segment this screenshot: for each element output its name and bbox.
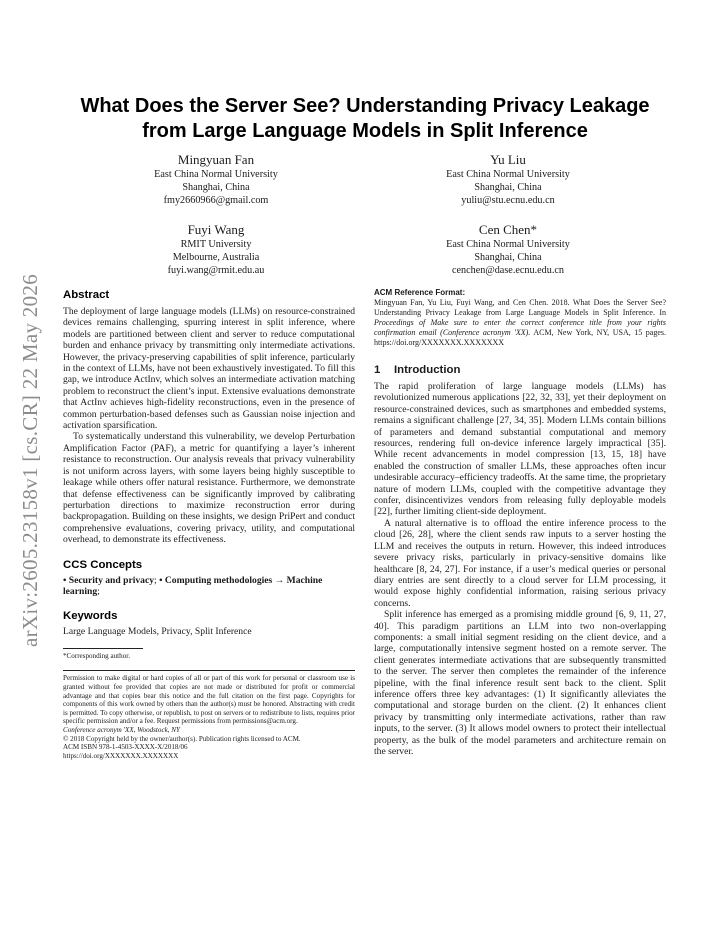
author-block-3 [66, 222, 366, 277]
corresponding-footnote: *Corresponding author. [63, 651, 130, 660]
keywords-text: Large Language Models, Privacy, Split Inference [63, 626, 252, 638]
abstract-paragraph-2: To systematically understand this vulnerability, we develop Perturbation Amplification Factor (PAF), a metric for quantifying a layer’s inherent resistance to reconstruction. Our analysis reveals that privacy vulnerability is not uniform across layers, with some layers being highly susceptible to leakage while others offer natural resistance. Furthermore, we demonstrate that defense effectiveness can be significantly improved by calibrating perturbation directions to maximize reconstruction error during backpropagation. Building on these insights, we design PriPert and conduct comprehensive evaluations, covering privacy, utility, and computational overhead, to demonstrate its effectiveness. [63, 431, 355, 546]
copyright-line: © 2018 Copyright held by the owner/author(s). Publication rights licensed to ACM. [63, 734, 301, 743]
abstract-heading: Abstract [63, 289, 110, 301]
author-block-1 [66, 152, 366, 207]
conference-line: Conference acronym 'XX, Woodstock, NY [63, 725, 180, 734]
arxiv-side-stamp [14, 240, 48, 680]
author-location: Shanghai, China [474, 182, 542, 193]
ccs-concept-1: • Security and privacy [63, 574, 155, 586]
author-email[interactable]: cenchen@dase.ecnu.edu.cn [451, 265, 565, 276]
keywords-heading: Keywords [63, 610, 118, 623]
right-column [374, 288, 666, 757]
author-name: Fuyi Wang [187, 222, 245, 237]
permission-divider [63, 670, 355, 671]
ccs-concept-2: • Computing methodologies → Machine learning [63, 574, 323, 597]
footnote-divider [63, 648, 143, 649]
ccs-concepts: • Security and privacy; • Computing methodologies → Machine learning; [63, 574, 323, 597]
author-email[interactable]: yuliu@stu.ecnu.edu.cn [461, 195, 555, 206]
author-location: Melbourne, Australia [172, 252, 260, 263]
author-name: Mingyuan Fan [177, 152, 255, 167]
intro-paragraph-1: The rapid proliferation of large language models (LLMs) has revolutionized numerous applications [22, 32, 33], yet their deployment on resource-constrained devices, such as smartphones and embedded systems, remains a significant challenge [27, 34, 35]. Modern LLMs contain billions of parameters and demand substantial computational and memory resources, rendering full on-device inference largely impractical [35]. While recent advancements in model compression [13, 15, 18] have enabled the construction of smaller LLMs, these approaches often incur undesirable accuracy–efficiency tradeoffs. At the same time, the proprietary nature of modern LLMs, coupled with the competitive advantage they confer, disincentivizes vendors from releasing fully deployable models [22], further limiting client-side deployment. [374, 381, 666, 518]
section-number: 1 [374, 364, 381, 376]
author-affiliation: East China Normal University [154, 169, 278, 180]
doi-line[interactable]: https://doi.org/XXXXXXX.XXXXXXX [63, 751, 179, 760]
author-email[interactable]: fmy2660966@gmail.com [163, 195, 269, 206]
isbn-line: ACM ISBN 978-1-4503-XXXX-X/2018/06 [63, 743, 188, 752]
arxiv-id: arXiv:2605.23158v1 [cs.CR] 22 May 2026 [18, 273, 43, 647]
author-affiliation: RMIT University [180, 239, 252, 250]
author-block-2 [358, 152, 658, 207]
paper-title: What Does the Server See? Understanding Privacy Leakage from Large Language Models in Split Inference [80, 95, 650, 142]
section-title: Introduction [394, 364, 461, 376]
intro-paragraph-3: Split inference has emerged as a promising middle ground [6, 9, 11, 27, 40]. This paradigm partitions an LLM into two non-overlapping components: a small initial segment residing on the client device, and a large, computationally intensive segment hosted on a remote server. The client generates intermediate activations that are subsequently transmitted to the server. The server then completes the remainder of the inference pipeline, with the final inference result sent back to the client. Split inference offers three key advantages: (1) It significantly alleviates the computational and storage burden on the client. (2) It enhances client privacy by transmitting only intermediate activations, rather than raw inputs, to the server. (3) It allows model owners to protect their intellectual property, as the bulk of the model parameters and architecture remain on the server. [374, 609, 666, 757]
acm-reference-heading: ACM Reference Format: [374, 288, 466, 297]
author-name: Cen Chen* [478, 222, 538, 237]
author-location: Shanghai, China [474, 252, 542, 263]
intro-paragraph-2: A natural alternative is to offload the entire inference process to the cloud [26, 28], where the client sends raw inputs to a server hosting the LLM and receives the outputs in return. However, this indeed introduces severe privacy risks, particularly in privacy-sensitive domains like healthcare [8, 24, 27]. For instance, if a user’s medical queries or personal diary entries are sent directly to a cloud server for LLM processing, it would expose highly confidential information, raising serious privacy concerns. [374, 517, 666, 609]
author-email[interactable]: fuyi.wang@rmit.edu.au [167, 265, 265, 276]
permission-notice: Permission to make digital or hard copies of all or part of this work for personal or classroom use is granted without fee provided that copies are not made or distributed for profit or commercial advantage and that copies bear this notice and the full citation on the first page. Copyrights for components of this work owned by others than the author(s) must be honored. Abstracting with credit is permitted. To copy otherwise, or republish, to post on servers or to redistribute to lists, requires prior specific permission and/or a fee. Request permissions from permissions@acm.org. [63, 674, 355, 726]
introduction-heading [374, 363, 666, 377]
acm-reference-text: Mingyuan Fan, Yu Liu, Fuyi Wang, and Cen Chen. 2018. What Does the Server See? Understanding Privacy Leakage from Large Language Models in Split Inference. In Proceedings of Make sure to enter the correct conference title from your rights confirmation email (Conference acronym 'XX). ACM, New York, NY, USA, 15 pages. https://doi.org/XXXXXXX.XXXXXXX [374, 298, 666, 347]
abstract-paragraph-1: The deployment of large language models (LLMs) on resource-constrained devices remains challenging, spurring interest in split inference, where models are partitioned between client and server to reduce computational burden and enhance privacy by transmitting only intermediate activations. However, the privacy-preserving capabilities of split inference, particularly in the context of LLMs, have not been exhaustively investigated. To fill this gap, we introduce ActInv, which solves an intermediate activation matching problem to reconstruct the client’s input. Extensive evaluations demonstrate that ActInv achieves high-fidelity reconstructions, even in the presence of common perturbation-based defenses such as Gaussian noise injection and activation sparsification. [63, 306, 355, 432]
author-name: Yu Liu [490, 152, 526, 167]
left-column [63, 288, 355, 760]
author-location: Shanghai, China [182, 182, 250, 193]
author-block-4 [358, 222, 658, 277]
author-affiliation: East China Normal University [446, 169, 570, 180]
author-affiliation: East China Normal University [446, 239, 570, 250]
ccs-heading: CCS Concepts [63, 558, 143, 571]
